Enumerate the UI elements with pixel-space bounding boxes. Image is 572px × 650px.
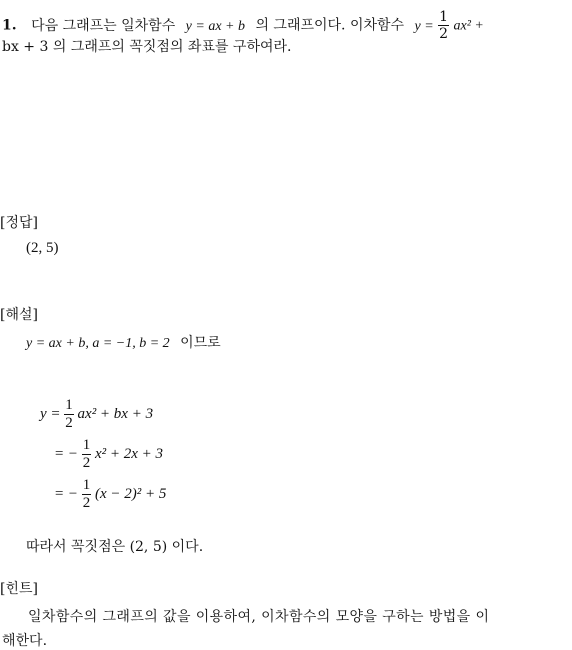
problem-quad-tail: ax² +	[453, 18, 484, 34]
step1-rest: ax² + bx + 3	[77, 405, 154, 422]
given-suffix: 이므로	[180, 335, 221, 351]
explanation-given-line	[26, 332, 221, 352]
problem-number: 1.	[2, 17, 17, 34]
step2-fraction: $\frac{1}{2}$	[82, 437, 91, 471]
derivation-step-2	[54, 438, 163, 471]
hint-line-1: 일차함수의 그래프의 값을 이용하여, 이차함수의 모양을 구하는 방법을 이	[28, 609, 490, 625]
answer-value: (2, 5)	[26, 240, 59, 256]
step1-fraction: $\frac{1}{2}$	[65, 397, 73, 431]
fraction-denominator: 2	[439, 26, 449, 42]
step3-fraction: $\frac{1}{2}$	[82, 477, 91, 511]
explanation-conclusion: 따라서 꼭짓점은 (2, 5) 이다.	[26, 539, 204, 555]
step3-lhs: = −	[54, 485, 78, 502]
fraction-numerator: 1	[439, 9, 449, 25]
explanation-header: [해설]	[0, 307, 38, 323]
problem-fraction	[438, 10, 449, 41]
hint-header: [힌트]	[0, 581, 38, 597]
problem-line-2: bx + 3 의 그래프의 꼭짓점의 좌표를 구하여라.	[2, 39, 292, 55]
derivation-step-3	[54, 478, 166, 511]
step3-rest: (x − 2)² + 5	[95, 485, 167, 502]
problem-text-a: 다음 그래프는 일차함수	[31, 17, 176, 34]
answer-header: [정답]	[0, 215, 38, 231]
derivation-step-1	[40, 398, 153, 431]
step2-rest: x² + 2x + 3	[95, 445, 164, 462]
problem-y-eq: y =	[414, 18, 434, 34]
hint-line-2: 해한다.	[2, 633, 48, 649]
step1-lhs: y =	[40, 405, 61, 422]
problem-text-b: 의 그래프이다. 이차함수	[255, 17, 405, 34]
step2-lhs: = −	[54, 445, 78, 462]
given-values: y = ax + b, a = −1, b = 2	[26, 336, 170, 351]
problem-linear-eq: y = ax + b	[185, 18, 245, 34]
